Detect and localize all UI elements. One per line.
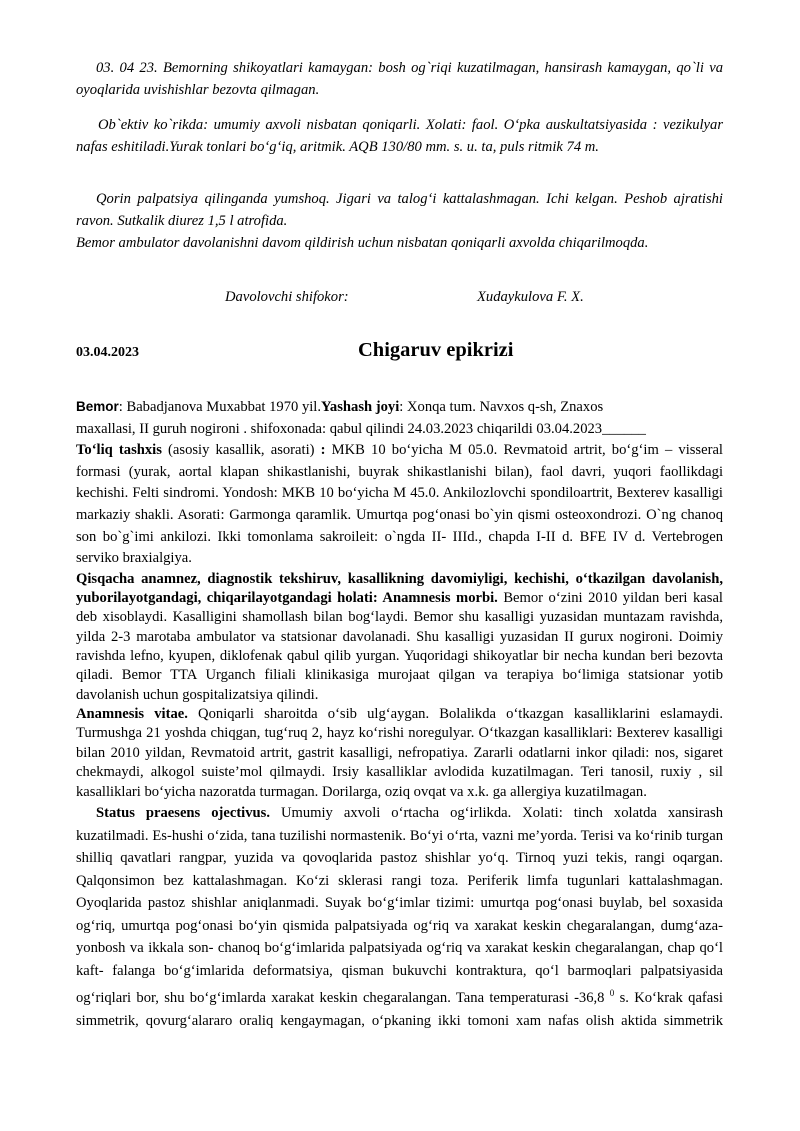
epicrisis-body	[76, 396, 723, 1032]
doctor-signature-label: Davolovchi shifokor:	[225, 289, 349, 305]
anamnesis-morbi-section	[76, 570, 723, 705]
diagnosis-label: To‘liq tashxis	[76, 442, 162, 459]
status-praesens-label: Status praesens ojectivus.	[96, 805, 270, 822]
anamnesis-vitae-label: Anamnesis vitae.	[76, 705, 188, 722]
document-date: 03.04.2023	[76, 345, 139, 360]
patient-address: : Xonqa tum. Navxos q-sh, Znaxos	[399, 399, 604, 415]
discharge-statement: Bemor ambulator davolanishni davom qildirish uchun nisbatan qoniqarli axvolda chiqarilmoqda.	[76, 235, 649, 251]
diagnosis-text: MKB 10 bo‘yicha M 05.0. Revmatoid artrit, bo‘g‘im – visseral formasi (yurak, aortal klapan shikastlanishi, buyrak shikastlanishi bilan), faol davri, yuqori faollikdagi kechishi. Felti sindromi. Yondosh: MKB 10 bo‘yicha M 45.0. Ankilozlovchi spondiloartrit, Bexterev kasalligi markaziy shakli. Asorati: Garmonga qaramlik. Umurtqa pog‘onasi bo`yin qismi osteoxondrozi. O`ng chanoq son bo`g`imi ankilozi. Ikki tomonlama sakroileit: o`ngda II- IIId., chapda I-II d. BFE IV d. Vertebrogen serviko braxialgiya.	[76, 442, 723, 567]
status-praesens-text-cont: s. Ko‘krak qafasi simmetrik, qovurg‘alararo oraliq kengaymagan, o‘pkaning ikki tomoni xam nafas olish aktida simmetrik	[76, 990, 723, 1029]
abdomen-discharge-note	[76, 188, 723, 254]
doctor-name: Xudaykulova F. X.	[477, 289, 584, 305]
document-title: Chigaruv epikrizi	[358, 339, 514, 361]
status-praesens-text: Umumiy axvoli o‘rtacha og‘irlikda. Xolati: tinch xolatda xansirash kuzatilmadi. Es-hushi o‘zida, tana tuzilishi normastenik. Bo‘yi o‘rta, vazni me’yorda. Terisi va ko‘rinib turgan shilliq qavatlari rangpar, yuzida va qovoqlarida pastoz shishlar yo‘q. Tirnoq yuzi tekis, rangi oqargan. Qalqonsimon bez kattalashmagan. Ko‘zi sklerasi rangi toza. Periferik limfa tugunlari kattalashmagan. Oyoqlarida pastoz shishlar aniqlanmadi. Suyak bo‘g‘imlar tizimi: umurtqa pog‘onasi buylab, bel soxasida og‘riq, umurtqa pog‘onasi bo‘yin qismida palpatsiyada og‘riq va xarakat keskin chegaralangan, dumg‘aza- yonbosh va ikkala son- chanoq bo‘g‘imlarida palpatsiyada og‘riq va xarakat keskin chegaralangan, chap qo‘l kaft- falanga bo‘g‘imlarida deformatsiya, qisman bukuvchi kontraktura, qo‘l barmoqlari palpatsiyasida og‘riqlari bor, shu bo‘g‘imlarda xarakat keskin chegaralangan. Tana temperaturasi -36,8	[76, 805, 723, 1007]
diagnosis-section	[76, 440, 723, 570]
anamnesis-morbi-label: Qisqacha anamnez, diagnostik tekshiruv, kasallikning davomiyligi, kechishi, o‘tkazilgan davolanish, yuborilayotgandagi, chiqarilayotgandagi holati: Anamnesis morbi.	[76, 570, 723, 607]
patient-admission: maxallasi, II guruh nogironi . shifoxonada: qabul qilindi 24.03.2023 chiqarildi 03.04.2023______	[76, 420, 646, 437]
patient-label: Bemor	[76, 399, 119, 414]
patient-name: Babadjanova Muxabbat 1970 yil.	[126, 399, 322, 415]
anamnesis-vitae-text: Qoniqarli sharoitda o‘sib ulg‘aygan. Bolalikda o‘tkazgan kasalliklarini eslamaydi. Turmushga 21 yoshda chiqgan, tug‘ruq 2, hayz ko‘rishi noregulyar. O‘tkazgan kasalliklari: Bexterev kasalligi bilan 2010 yildan, Revmatoid artrit, gastrit kasalligi, nefropatiya. Zararli odatlarni inkor qiladi: nos, sigaret chekmaydi, alkogol suiste’mol qilmaydi. Irsiy kasalliklar avlodida kuzatilmagan. Teri tanosil, ruxiy , sil kasalliklari bo‘yicha nazoratda turmagan. Dorilarga, oziq ovqat va x.k. ga allergiya kuzatilmagan.	[76, 705, 723, 800]
patient-info: Bemor: Babadjanova Muxabbat 1970 yil.Yashash joyi: Xonqa tum. Navxos q-sh, Znaxos	[76, 399, 604, 415]
objective-exam-note: Ob`ektiv ko`rikda: umumiy axvoli nisbatan qoniqarli. Xolati: faol. O‘pka auskultatsiyasida : vezikulyar nafas eshitiladi.Yurak tonlari bo‘g‘iq, aritmik. AQB 130/80 mm. s. u. ta, puls ritmik 74 m.	[76, 117, 723, 155]
abdomen-note: Qorin palpatsiya qilinganda yumshoq. Jigari va talog‘i kattalashmagan. Ichi kelgan. Peshob ajratishi ravon. Sutkalik diurez 1,5 l atrofida.	[76, 191, 723, 229]
degree-mark: 0	[609, 988, 615, 999]
address-label: Yashash joyi	[321, 399, 400, 415]
anamnesis-vitae-section	[76, 705, 723, 803]
diagnosis-colon: :	[320, 442, 326, 459]
status-praesens-section	[76, 802, 723, 1032]
diagnosis-label-note: (asosiy kasallik, asorati)	[161, 442, 321, 459]
complaints-note: 03. 04 23. Bemorning shikoyatlari kamaygan: bosh og`riqi kuzatilmagan, hansirash kamaygan, qo`li va oyoqlarida uvishishlar bezovta qilmagan.	[76, 60, 723, 98]
anamnesis-morbi-text: Bemor o‘zini 2010 yildan beri kasal deb xisoblaydi. Kasalligini shamollash bilan bog‘laydi. Bemor shu kasalligi yuzasidan muntazam ravishda, yilda 2-3 marotaba ambulator va statsionar davolanadi. Shu kasalligi yuzasidan II gurux nogironi. Doimiy ravishda lefno, kyupen, diklofenak qabul qilib yurgan. Yuqoridagi shikoyatlar bir necha kundan beri bezovta qiladi. Bemor TTA Urganch filiali klinikasiga murojaat qilgan va terapiya bo‘limiga statsionar yotib davolanish uchun gospitalizatsiya qilindi.	[76, 590, 723, 703]
